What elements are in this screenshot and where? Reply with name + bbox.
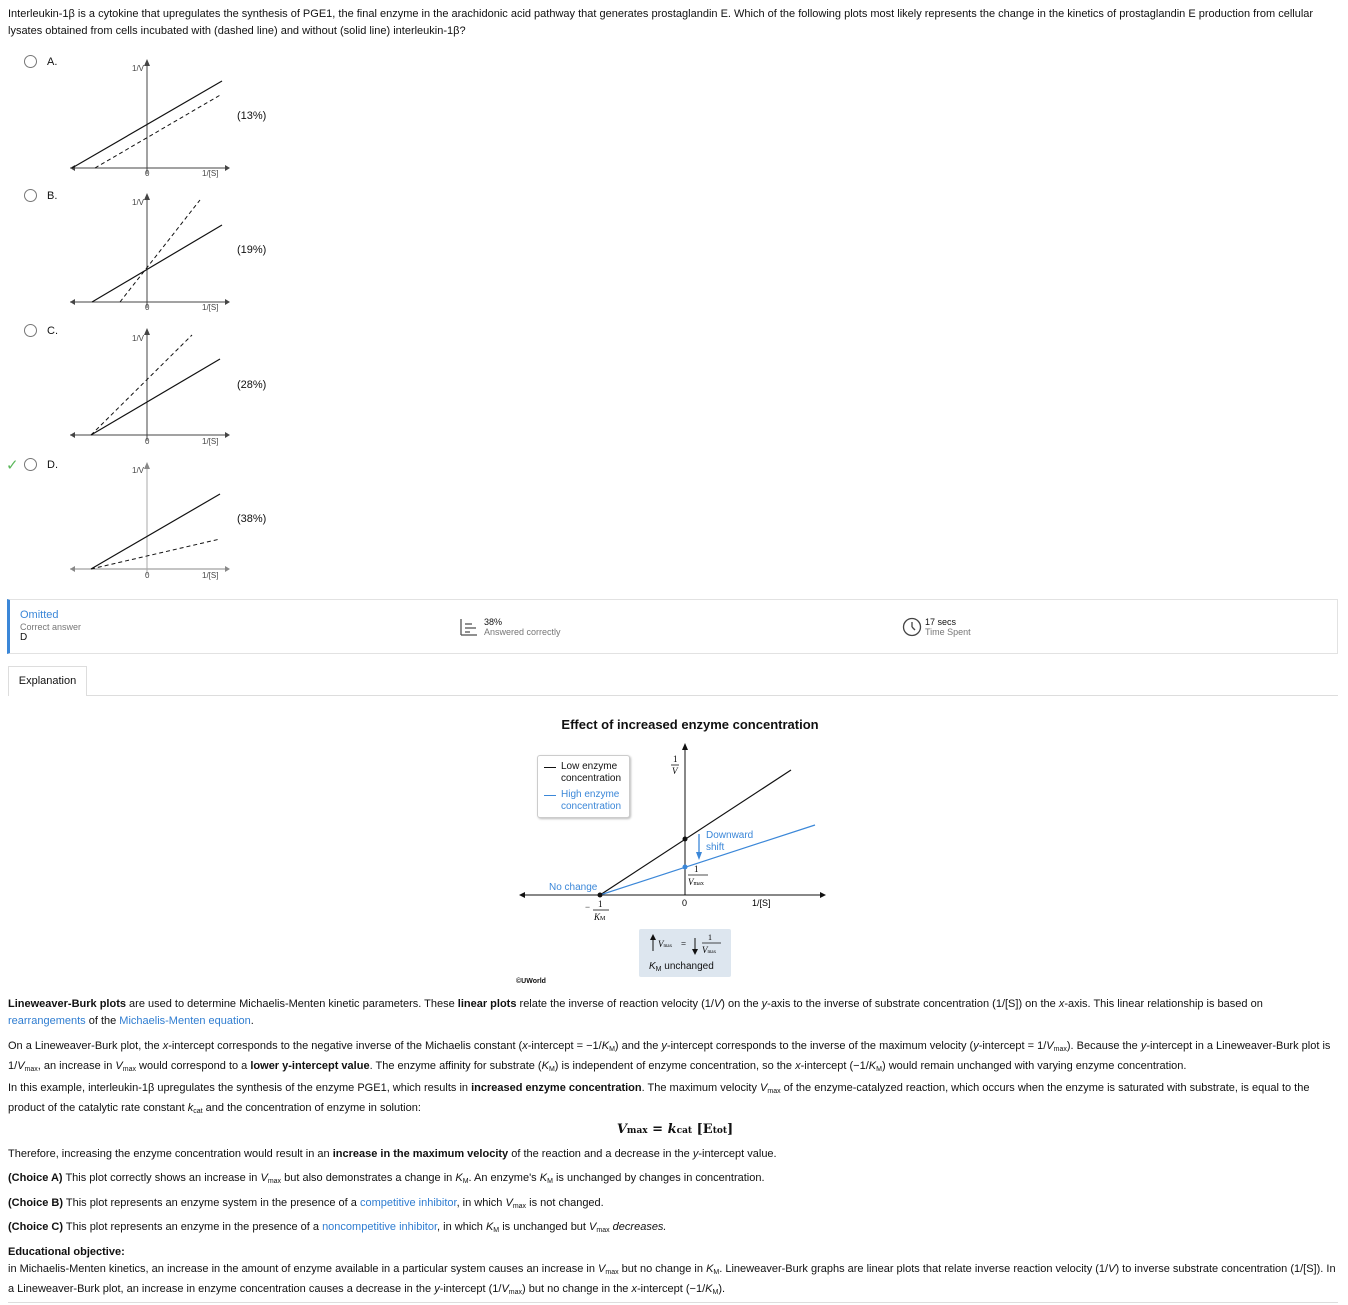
choice-b-plot[interactable]: [60, 190, 240, 318]
rearrangements-link[interactable]: rearrangements: [8, 1015, 86, 1027]
status-omitted: Omitted: [20, 609, 59, 621]
choice-c-letter: C.: [47, 325, 58, 337]
dashed-line: [95, 94, 222, 168]
choice-b-percent: (19%): [237, 244, 267, 256]
origin-label: 0: [145, 437, 150, 446]
radio-choice-b[interactable]: [24, 189, 37, 202]
choice-c-graph: [60, 325, 240, 450]
fig-x-arrow-right: [820, 892, 826, 898]
noncompetitive-inhibitor-link[interactable]: noncompetitive inhibitor: [322, 1221, 438, 1233]
up-arrow-head: [650, 934, 656, 940]
figure-legend: [537, 755, 630, 818]
y-label: 1/V: [132, 198, 145, 207]
x-label: 1/[S]: [202, 571, 219, 580]
radio-choice-d[interactable]: [24, 458, 37, 471]
km-den: KM: [594, 912, 606, 922]
fig-y-arrow: [682, 743, 688, 750]
x-label: 1/[S]: [202, 169, 219, 178]
x-arrow-left: [70, 566, 75, 572]
clock-icon: [902, 617, 922, 640]
y-arrow: [144, 59, 150, 66]
explanation-paragraph-3: In this example, interleukin-1β upregulates the synthesis of the enzyme PGE1, which results in increased enzyme concentration. The maximum velocity $V_{max}$ of the enzyme-catalyzed reaction, which occurs when the enzyme is saturated with substrate, is equal to the product of the catalytic rate constant $k_{cat}$ and the concentration of enzyme in solution:: [8, 1082, 1310, 1115]
y-arrow: [144, 193, 150, 200]
km-num: 1: [598, 899, 603, 909]
km-point: [598, 893, 603, 898]
downward-arrow-head: [696, 852, 702, 860]
choice-b-graph: [60, 190, 240, 315]
bar-chart-icon: [460, 618, 478, 639]
choice-b-explanation: (Choice B) This plot represents an enzyme system in the presence of a competitive inhibitor, in which $V_{max}$ is not changed.: [8, 1197, 604, 1210]
high-intercept-point: [683, 865, 688, 870]
x-arrow-right: [225, 566, 230, 572]
choice-a-plot[interactable]: [60, 56, 240, 184]
legend-low-swatch: [544, 767, 556, 768]
y-arrow: [144, 462, 150, 469]
y-fig-label-den: V: [672, 766, 678, 776]
time-spent: 17 secs: [925, 617, 957, 627]
choice-a-letter: A.: [47, 56, 58, 68]
time-spent-label: Time Spent: [925, 627, 971, 637]
bottom-divider: [8, 1302, 1338, 1303]
x-label: 1/[S]: [202, 437, 219, 446]
radio-choice-c[interactable]: [24, 324, 37, 337]
solid-line: [91, 359, 220, 435]
correct-answer-value: D: [20, 632, 28, 643]
choice-b-letter: B.: [47, 190, 58, 202]
x-arrow-right: [225, 299, 230, 305]
no-change-label: No change: [549, 882, 598, 893]
fig-origin: 0: [682, 898, 688, 908]
formula-svg: [639, 929, 731, 959]
origin-label: 0: [145, 169, 150, 178]
x-arrow-left: [70, 299, 75, 305]
stats-bar: [7, 599, 1338, 654]
y-label: 1/V: [132, 334, 145, 343]
x-arrow-right: [225, 432, 230, 438]
choice-c-percent: (28%): [237, 379, 267, 391]
educational-objective-text: in Michaelis-Menten kinetics, an increase in the amount of enzyme available in a particular system causes an increase in $V_{max}$ but no change in $K_M$. Lineweaver-Burk graphs are linear plots that relate inverse reaction velocity (1/V) to inverse substrate concentration (1/[S]). In a Lineweaver-Burk plot, an increase in enzyme concentration causes a decrease in the y-intercept $(1/V_{max})$ but no change in the x-intercept $(-1/K_M)$.: [8, 1263, 1336, 1296]
fig-x-label: 1/[S]: [752, 898, 771, 908]
choice-c-explanation: (Choice C) This plot represents an enzyme in the presence of a noncompetitive inhibitor, in which $K_M$ is unchanged but $V_{max}$ decreases.: [8, 1221, 667, 1234]
explanation-paragraph-2: On a Lineweaver-Burk plot, the x-intercept corresponds to the negative inverse of the Michaelis constant (x-intercept = $-1/K_M$) and the y-intercept corresponds to the inverse of the maximum velocity (y-intercept = $1/V_{max}$). Because the y-intercept in a Lineweaver-Burk plot is $1/V_{max}$, an increase in $V_{max}$ would correspond to a lower y-intercept value. The enzyme affinity for substrate $(K_M)$ is independent of enzyme concentration, so the x-intercept $(-1/K_M)$ would remain unchanged with varying enzyme concentration.: [8, 1040, 1331, 1073]
figure-title: Effect of increased enzyme concentration: [561, 717, 819, 732]
percent-correct-label: Answered correctly: [484, 627, 561, 637]
question-text: Interleukin-1β is a cytokine that upregulates the synthesis of PGE1, the final enzyme in the arachidonic acid pathway that generates prostaglandin E. Which of the following plots most likely represents the change in the kinetics of prostaglandin E production from cellular lysates obtained from cells incubated with (dashed line) and without (solid line) interleukin-1β?: [8, 8, 1314, 37]
vmax-label-num: 1: [694, 864, 699, 874]
choice-d-plot[interactable]: [60, 459, 240, 587]
correct-check-icon: ✓: [6, 457, 19, 474]
legend-low-label: Low enzyme concentration: [561, 761, 622, 784]
x-arrow-left: [70, 432, 75, 438]
shift-label: shift: [706, 842, 725, 853]
choice-a-explanation: (Choice A) This plot correctly shows an increase in $V_{max}$ but also demonstrates a change in $K_M$. An enzyme's $K_M$ is unchanged by changes in concentration.: [8, 1172, 765, 1185]
explanation-paragraph-1: Lineweaver-Burk plots are used to determine Michaelis-Menten kinetic parameters. These linear plots relate the inverse of reaction velocity (1/V) on the y-axis to the inverse of substrate concentration (1/[S]) on the x-axis. This linear relationship is based on rearrangements of the Michaelis-Menten equation.: [8, 998, 1263, 1027]
educational-objective-title: Educational objective:: [8, 1246, 125, 1258]
x-arrow-right: [225, 165, 230, 171]
explanation-paragraph-4: Therefore, increasing the enzyme concentration would result in an increase in the maximum velocity of the reaction and a decrease in the y-intercept value.: [8, 1148, 777, 1160]
legend-high-swatch: [544, 795, 556, 796]
vmax-label-den: Vmax: [688, 877, 704, 887]
vmax-formula-box: [639, 929, 731, 977]
tab-divider: [8, 695, 1338, 696]
dashed-line: [120, 200, 200, 302]
formula-den: Vmax: [702, 945, 717, 955]
tab-explanation[interactable]: Explanation: [8, 666, 87, 696]
radio-choice-a[interactable]: [24, 55, 37, 68]
choice-c-plot[interactable]: [60, 325, 240, 453]
choice-d-letter: D.: [47, 459, 58, 471]
fig-x-arrow-left: [519, 892, 525, 898]
km-minus: −: [585, 902, 591, 912]
choice-a-graph: [60, 56, 240, 181]
y-label: 1/V: [132, 64, 145, 73]
km-unchanged: $K_M$ unchanged: [649, 961, 714, 973]
michaelis-menten-link[interactable]: Michaelis-Menten equation: [119, 1015, 251, 1027]
x-label: 1/[S]: [202, 303, 219, 312]
legend-high: [544, 789, 627, 813]
origin-label: 0: [145, 571, 150, 580]
choice-d-percent: (38%): [237, 513, 267, 525]
formula-equals: =: [681, 939, 687, 949]
solid-line: [92, 225, 222, 302]
competitive-inhibitor-link[interactable]: competitive inhibitor: [359, 1197, 457, 1209]
downward-label: Downward: [706, 830, 754, 841]
legend-low: [544, 761, 627, 785]
down-arrow-head: [692, 949, 698, 955]
formula-vmax: Vmax: [658, 939, 673, 949]
low-intercept-point: [683, 837, 688, 842]
y-arrow: [144, 328, 150, 335]
y-fig-label-num: 1: [673, 754, 678, 764]
solid-line: [91, 494, 220, 569]
correct-answer-label: Correct answer: [20, 622, 82, 632]
percent-correct: 38%: [484, 617, 503, 627]
dashed-line: [91, 539, 220, 569]
vmax-equation: Vmax = kcat [Etot]: [616, 1122, 734, 1137]
y-label: 1/V: [132, 466, 145, 475]
formula-num: 1: [708, 933, 712, 942]
uworld-credit: ©UWorld: [516, 978, 546, 985]
legend-high-label: High enzyme concentration: [561, 789, 622, 812]
choice-a-percent: (13%): [237, 110, 267, 122]
choice-d-graph: [60, 459, 240, 584]
origin-label: 0: [145, 303, 150, 312]
